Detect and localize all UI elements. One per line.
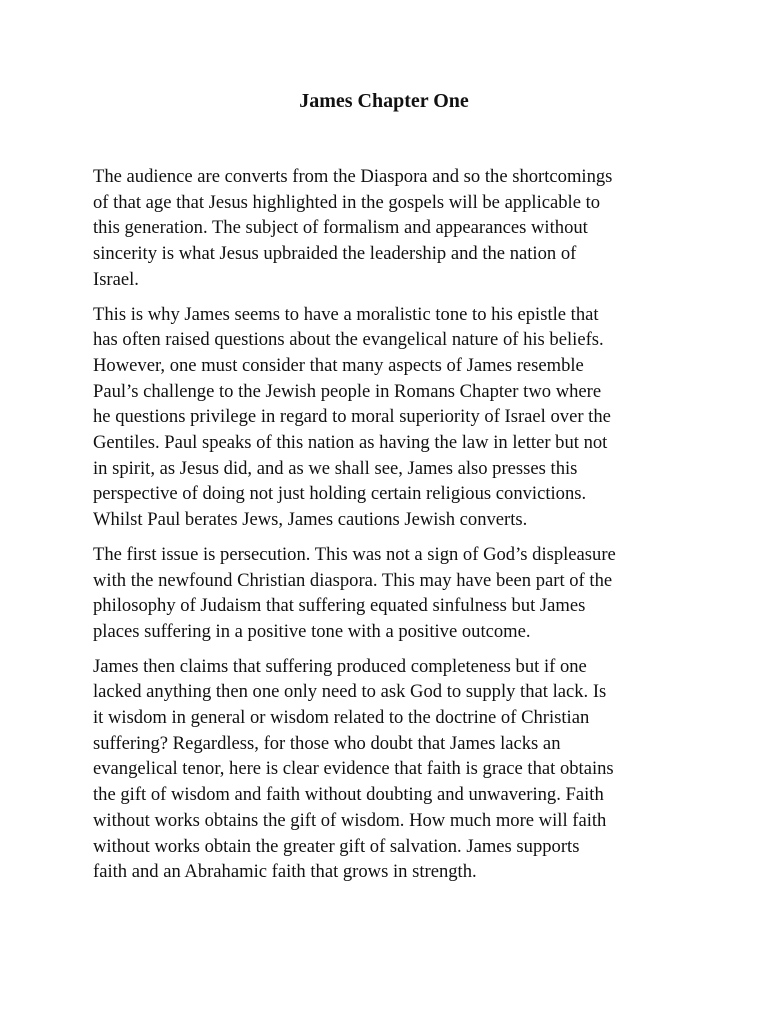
text-line: sincerity is what Jesus upbraided the leadership and the nation of [93,243,577,265]
text-line: has often raised questions about the evangelical nature of his beliefs. [93,329,604,351]
text-line: The first issue is persecution. This was not a sign of God’s displeasure [93,543,616,565]
paragraph-1 [93,164,683,293]
text-line: of that age that Jesus highlighted in the gospels will be applicable to [93,191,601,213]
text-line: this generation. The subject of formalism and appearances without [93,217,588,239]
paragraph-4 [93,654,683,885]
text-line: James then claims that suffering produced completeness but if one [93,655,587,677]
document-body [93,164,683,894]
text-line: Paul’s challenge to the Jewish people in Romans Chapter two where [93,380,602,402]
text-line: However, one must consider that many aspects of James resemble [93,354,584,376]
text-line: Whilst Paul berates Jews, James cautions Jewish converts. [93,509,528,531]
text-line: perspective of doing not just holding certain religious convictions. [93,483,587,505]
text-line: with the newfound Christian diaspora. This may have been part of the [93,569,613,591]
text-line: This is why James seems to have a moralistic tone to his epistle that [93,303,599,325]
text-line: faith and an Abrahamic faith that grows in strength. [93,861,477,883]
paragraph-2 [93,302,683,533]
text-line: evangelical tenor, here is clear evidence that faith is grace that obtains [93,758,614,780]
page-title: James Chapter One [299,90,469,112]
text-line: it wisdom in general or wisdom related to the doctrine of Christian [93,707,590,729]
text-line: Israel. [93,268,139,290]
text-line: without works obtains the gift of wisdom. How much more will faith [93,809,607,831]
text-line: places suffering in a positive tone with a positive outcome. [93,620,531,642]
paragraph-3 [93,542,683,645]
text-line: without works obtain the greater gift of salvation. James supports [93,835,580,857]
text-line: suffering? Regardless, for those who doubt that James lacks an [93,732,561,754]
text-line: Gentiles. Paul speaks of this nation as having the law in letter but not [93,432,608,454]
text-line: the gift of wisdom and faith without doubting and unwavering. Faith [93,784,604,806]
text-line: in spirit, as Jesus did, and as we shall see, James also presses this [93,457,578,479]
text-line: The audience are converts from the Diaspora and so the shortcomings [93,166,613,187]
text-line: philosophy of Judaism that suffering equated sinfulness but James [93,595,586,617]
text-line: lacked anything then one only need to ask God to supply that lack. Is [93,681,607,703]
text-line: he questions privilege in regard to moral superiority of Israel over the [93,406,611,428]
